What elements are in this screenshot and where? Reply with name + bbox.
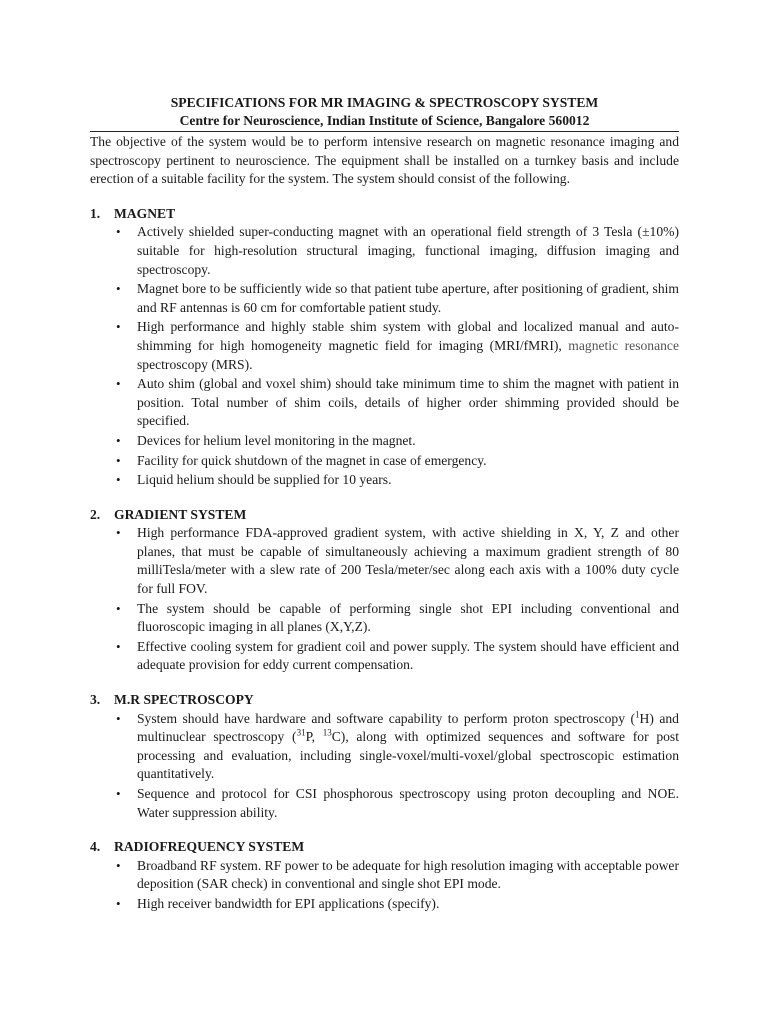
nucleus-symbol: P,: [305, 729, 323, 745]
list-item-text-gray: magnetic resonance: [561, 337, 679, 353]
section-title: GRADIENT SYSTEM: [114, 506, 247, 522]
list-item: [90, 600, 679, 637]
list-item: [90, 432, 679, 451]
bullet-icon: •: [116, 224, 121, 240]
section-number: 1.: [90, 205, 101, 221]
intro-paragraph: The objective of the system would be to perform intensive research on magnetic resonance imaging and spectroscopy pertinent to neuroscience. The equipment shall be installed on a turnkey basis and include erection of a suitable facility for the system. The system should consist of the following.: [90, 134, 679, 187]
isotope-superscript: 13: [322, 727, 332, 738]
section-number: 4.: [90, 839, 101, 855]
isotope-superscript: 1: [635, 709, 640, 720]
bullet-icon: •: [116, 786, 121, 801]
list-item-text: High performance FDA-approved gradient system, with active shielding in X, Y, Z and other planes, that must be capable of simultaneously achieving a maximum gradient strength of 80 milliTesla/meter with a slew rate of 200 Tesla/meter/sec along each axis with a 100% duty cycle for full FOV.: [137, 525, 679, 597]
list-item-text: ) and multinuclear spectroscopy (: [137, 710, 679, 745]
section-gradient-system: [90, 506, 679, 675]
list-item: [90, 318, 679, 374]
section-heading: [90, 205, 679, 224]
list-item: [90, 895, 679, 914]
list-item-text: Devices for helium level monitoring in the magnet.: [137, 432, 416, 448]
bullet-icon: •: [116, 472, 121, 488]
list-item: [90, 375, 679, 431]
bullet-icon: •: [116, 452, 121, 468]
list-item-text: Magnet bore to be sufficiently wide so that patient tube aperture, after positioning of gradient, shim and RF antennas is 60 cm for comfortable patient study.: [137, 281, 679, 315]
bullet-list: [90, 857, 679, 914]
bullet-icon: •: [116, 319, 121, 335]
bullet-icon: •: [116, 525, 121, 541]
title-divider: [90, 131, 679, 132]
bullet-icon: •: [116, 857, 121, 873]
section-heading: [90, 506, 679, 525]
list-item: [90, 223, 679, 279]
list-item-text: System should have hardware and software capability to perform proton spectroscopy: [137, 710, 626, 726]
list-item-text: Effective cooling system for gradient coil and power supply. The system should have efficient and adequate provision for eddy current compensation.: [137, 638, 679, 673]
list-item: [90, 785, 679, 822]
list-item-text: Auto shim (global and voxel shim) should take minimum time to shim the magnet with patient in position. Total number of shim coils, details of higher order shimming provided should be specified.: [137, 376, 679, 429]
document-subtitle: Centre for Neuroscience, Indian Institute of Science, Bangalore 560012: [179, 113, 590, 128]
section-heading: [90, 838, 679, 857]
bullet-icon: •: [116, 281, 121, 297]
bullet-list: [90, 524, 679, 675]
list-item: [90, 452, 679, 471]
list-item: [90, 471, 679, 490]
bullet-list: [90, 710, 679, 823]
list-item-text: High performance and highly stable shim system with global and localized manual and auto-shimming for high homogeneity magnetic field for imaging (MRI/fMRI),: [137, 319, 679, 353]
list-item: [90, 524, 679, 598]
section-magnet: [90, 205, 679, 490]
nucleus-symbol: H: [639, 710, 650, 726]
section-number: 2.: [90, 506, 101, 522]
bullet-list: [90, 223, 679, 489]
list-item: [90, 280, 679, 317]
section-radiofrequency-system: [90, 838, 679, 913]
isotope-superscript: 31: [296, 727, 306, 738]
list-item: • System should have hardware and software capability to perform proton spectroscopy ($^1$H) and multinuclear spectroscopy ($^{31}$P, $^{13}$C), along with optimized sequences and software for post processing and evaluation, including single-voxel/multi-voxel/global spectroscopic estimation quantitatively.: [116, 709, 679, 782]
bullet-icon: •: [116, 710, 121, 726]
list-item: [90, 638, 679, 675]
list-item-text: Liquid helium should be supplied for 10 years.: [137, 472, 392, 488]
list-item-text-tail: spectroscopy (MRS).: [137, 356, 253, 372]
document-title: SPECIFICATIONS FOR MR IMAGING & SPECTROSCOPY SYSTEM: [170, 95, 599, 110]
section-title: RADIOFREQUENCY SYSTEM: [114, 839, 305, 855]
bullet-icon: •: [116, 376, 121, 392]
section-number: 3.: [90, 692, 101, 708]
list-item-text: Actively shielded super-conducting magnet with an operational field strength of 3 Tesla (±10%) suitable for high-resolution structural imaging, functional imaging, diffusion imaging and spectroscopy.: [137, 224, 679, 277]
bullet-icon: •: [116, 432, 121, 448]
section-mr-spectroscopy: [90, 691, 679, 822]
list-item-text: Broadband RF system. RF power to be adequate for high resolution imaging with acceptable power deposition (SAR check) in conventional and single shot EPI mode.: [137, 857, 679, 892]
section-heading: [90, 691, 679, 710]
bullet-icon: •: [116, 600, 121, 616]
list-item-text: Facility for quick shutdown of the magnet in case of emergency.: [137, 452, 487, 468]
list-item: [90, 857, 679, 894]
document-page: [90, 94, 679, 915]
list-item-text: Sequence and protocol for CSI phosphorous spectroscopy using proton decoupling and NOE. Water suppression ability.: [137, 786, 679, 820]
list-item-text: The system should be capable of performing single shot EPI including conventional and fluoroscopic imaging in all planes (X,Y,Z).: [137, 600, 679, 635]
bullet-icon: •: [116, 638, 121, 654]
bullet-icon: •: [116, 895, 121, 911]
list-item-text: C), along with optimized sequences and software for post processing and evaluation, including single-voxel/multi-voxel/global spectroscopic estimation quantitatively.: [137, 729, 679, 782]
section-title: M.R SPECTROSCOPY: [114, 692, 254, 708]
section-title: MAGNET: [114, 205, 176, 221]
list-item-text: High receiver bandwidth for EPI applications (specify).: [137, 895, 440, 911]
